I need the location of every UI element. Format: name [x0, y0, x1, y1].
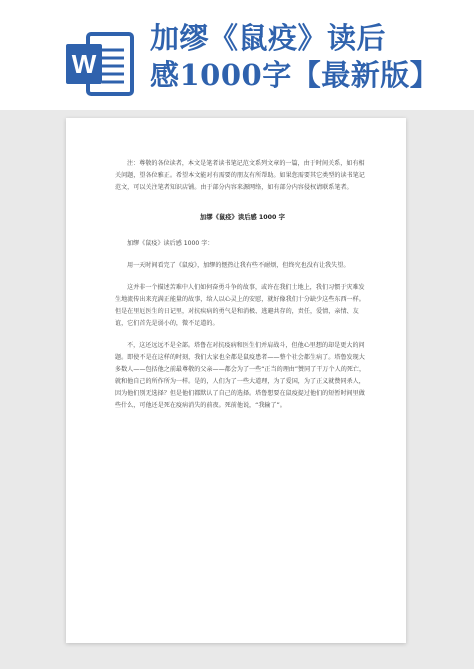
word-document-icon [64, 28, 136, 100]
author-note: 注：尊敬的各位读者，本文是笔者读书笔记范文系列文章的一篇，由于时间关系，如有相关问题，望各位雅正。希望本文能对有需要的朋友有所帮助。如果您需要其它类型的读书笔记范文，可以关注笔者知识店铺。由于部分内容来源网络，如有部分内容侵权请联系笔者。 [115, 160, 365, 191]
title-line-1: 加缪《鼠疫》读后 [150, 21, 387, 55]
paragraph-1: 用一天时间看完了《鼠疫》，加缪的惬热让我有些不耐烦，但终究也没有让我失望。 [127, 262, 350, 269]
title-line-2: 感1000字【最新版】 [150, 58, 440, 92]
document-subtitle: 加缪《鼠疫》读后感 1000 字： [127, 240, 214, 247]
document-title: 加缪《鼠疫》读后感 1000 字 [200, 214, 285, 221]
header-banner [0, 0, 474, 110]
document-content [115, 158, 370, 412]
svg-text:W: W [71, 49, 97, 79]
paragraph-2: 这并非一个描述苦难中人们如何奋勇斗争的故事，或许在我们土地上，我们习惯于灾难发生地流传出来充满正能量的故事，给人以心灵上的安慰，就好像我们十分缺少这些东西一样。但是在里厄医生的日记里，对抗疾病的勇气是和消极、逃避共存的，责任，爱情，亲情、友谊，它们首先是弱小的，微不足道的。 [115, 284, 365, 327]
paragraph-3: 不，这还远远不是全部。塔鲁在对抗疫病和医生们并肩战斗，但他心里想的却是更大的问题。即使不是在这样的时刻，我们大家也全都是鼠疫患者——整个社会都生病了。塔鲁发现大多数人——包括他之前最尊敬的父亲——都会为了一些“正当的理由”赞同了干万个人的死亡，就和他自己的所作所为一样。是的，人们为了一些大道理，为了爱国，为了正义就赞同杀人，因为他们别无选择？但是他们都默认了自己的选择。塔鲁想要在鼠疫提过他们的短暂时间里做些什么，可他还是死在疫病消失的前夜。死前他说，“我输了”。 [115, 342, 366, 409]
page-title [150, 20, 470, 94]
